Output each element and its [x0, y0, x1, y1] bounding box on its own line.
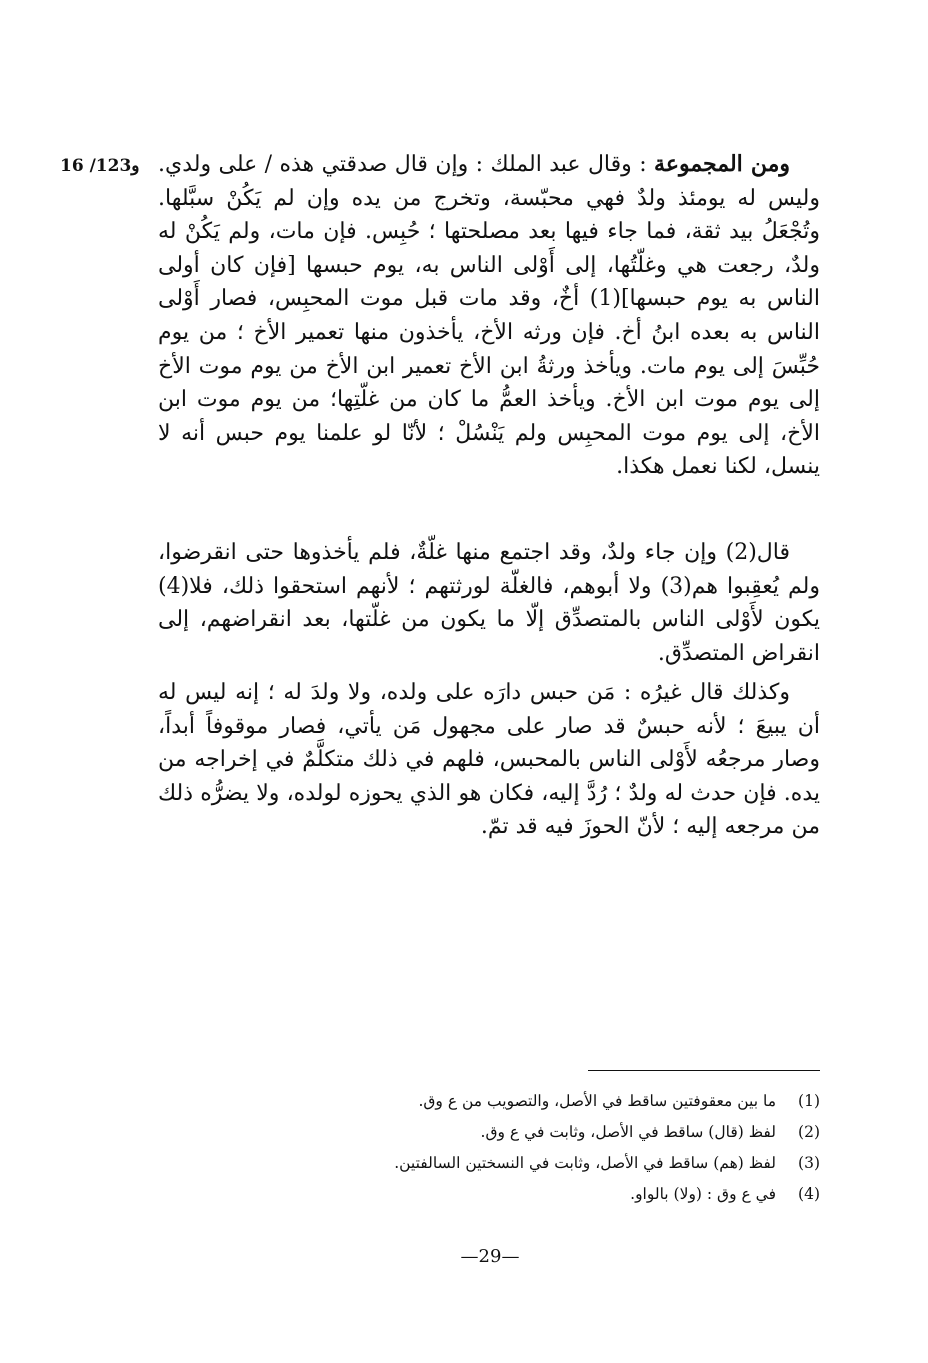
body-text	[158, 148, 820, 484]
footnote-4	[340, 1179, 820, 1210]
footnote-divider	[588, 1070, 820, 1071]
footnote-number: (4)	[798, 1185, 820, 1203]
footnote-text: في ع وق : (ولا) بالواو.	[630, 1185, 776, 1203]
body-text-2	[158, 536, 820, 670]
paragraph-1-lead: ومن المجموعة	[654, 151, 791, 177]
paragraph-1	[158, 148, 820, 484]
footnote-number: (3)	[798, 1154, 820, 1172]
footnote-text: لفظ (قال) ساقط في الأصل، وثابت في ع وق.	[480, 1123, 776, 1141]
footnotes	[340, 1086, 820, 1210]
body-text-3	[158, 676, 820, 844]
paragraph-3: وكذلك قال غيرُه : مَن حبس دارَه على ولده، ولا ولدَ له ؛ إنه ليس له أن يبيعَ ؛ لأنه حبسٌ قد صار على مجهول مَن يأتي، فصار موقوفاً أبداً، وصار مرجعُه لأَوْلى الناس بالمحبس، فلهم في ذلك متكلَّمٌ في إخراجه من يده. فإن حدث له ولدٌ ؛ رُدَّ إليه، فكان هو الذي يحوزه لولده، ولا يضرُّه ذلك من مرجعه إليه ؛ لأنّ الحوزَ فيه قد تمّ.	[158, 680, 820, 840]
footnote-number: (2)	[798, 1123, 820, 1141]
paragraph-2: قال(2) وإن جاء ولدٌ، وقد اجتمع منها غلّةٌ، فلم يأخذوها حتى انقرضوا، ولم يُعقِبوا هم(3) ولا أبوهم، فالغلّة لورثتهم ؛ لأنهم استحقوا ذلك، فلا(4) يكون لأَوْلى الناس بالمتصدِّق إلّا ما يكون من غلّتها، بعد انقراضهم، إلى انقراض المتصدِّق.	[158, 540, 820, 666]
footnote-number: (1)	[798, 1092, 820, 1110]
footnote-2	[340, 1117, 820, 1148]
page-number: —29—	[460, 1246, 520, 1267]
footnote-text: ما بين معقوفتين ساقط في الأصل، والتصويب من ع وق.	[418, 1092, 776, 1110]
footnote-1	[340, 1086, 820, 1117]
footnote-text: لفظ (هم) ساقط في الأصل، وثابت في النسختين السالفتين.	[394, 1154, 776, 1172]
footnote-3	[340, 1148, 820, 1179]
margin-note: 16 /123و	[60, 156, 140, 176]
paragraph-1-text: : وقال عبد الملك : وإن قال صدقتي هذه / على ولدي. وليس له يومئذ ولدٌ فهي محبّسة، وتخرج من يده وإن لم يَكُنْ سبَّلها. وتُجْعَلُ بيد ثقة، فما جاء فيها بعد مصلحتها ؛ حُبِس. فإن مات، ولم يَكُنْ له ولدٌ، رجعت هي وغلّتُها، إلى أَوْلى الناس به، يوم حبسها [فإن كان أولى الناس به يوم حبسها](1) أخٌ، وقد مات قبل موت المحبِس، فصار أَوْلى الناس به بعده ابنُ أخ. فإن ورثه الأخ، يأخذون منها تعمير الأخ ؛ من يوم حُبِّسَ إلى يوم مات. ويأخذ ورثةُ ابن الأخ تعمير ابن الأخ من يوم موت الأخ إلى يوم موت ابن الأخ. ويأخذ العمُّ ما كان من غلّتِها؛ من يوم موت ابن الأخ، إلى يوم موت المحبِس ولم يَنْسُلْ ؛ لأنّا لو علمنا يوم حبس أنه لا ينسل، لكنا نعمل هكذا.	[158, 152, 820, 480]
